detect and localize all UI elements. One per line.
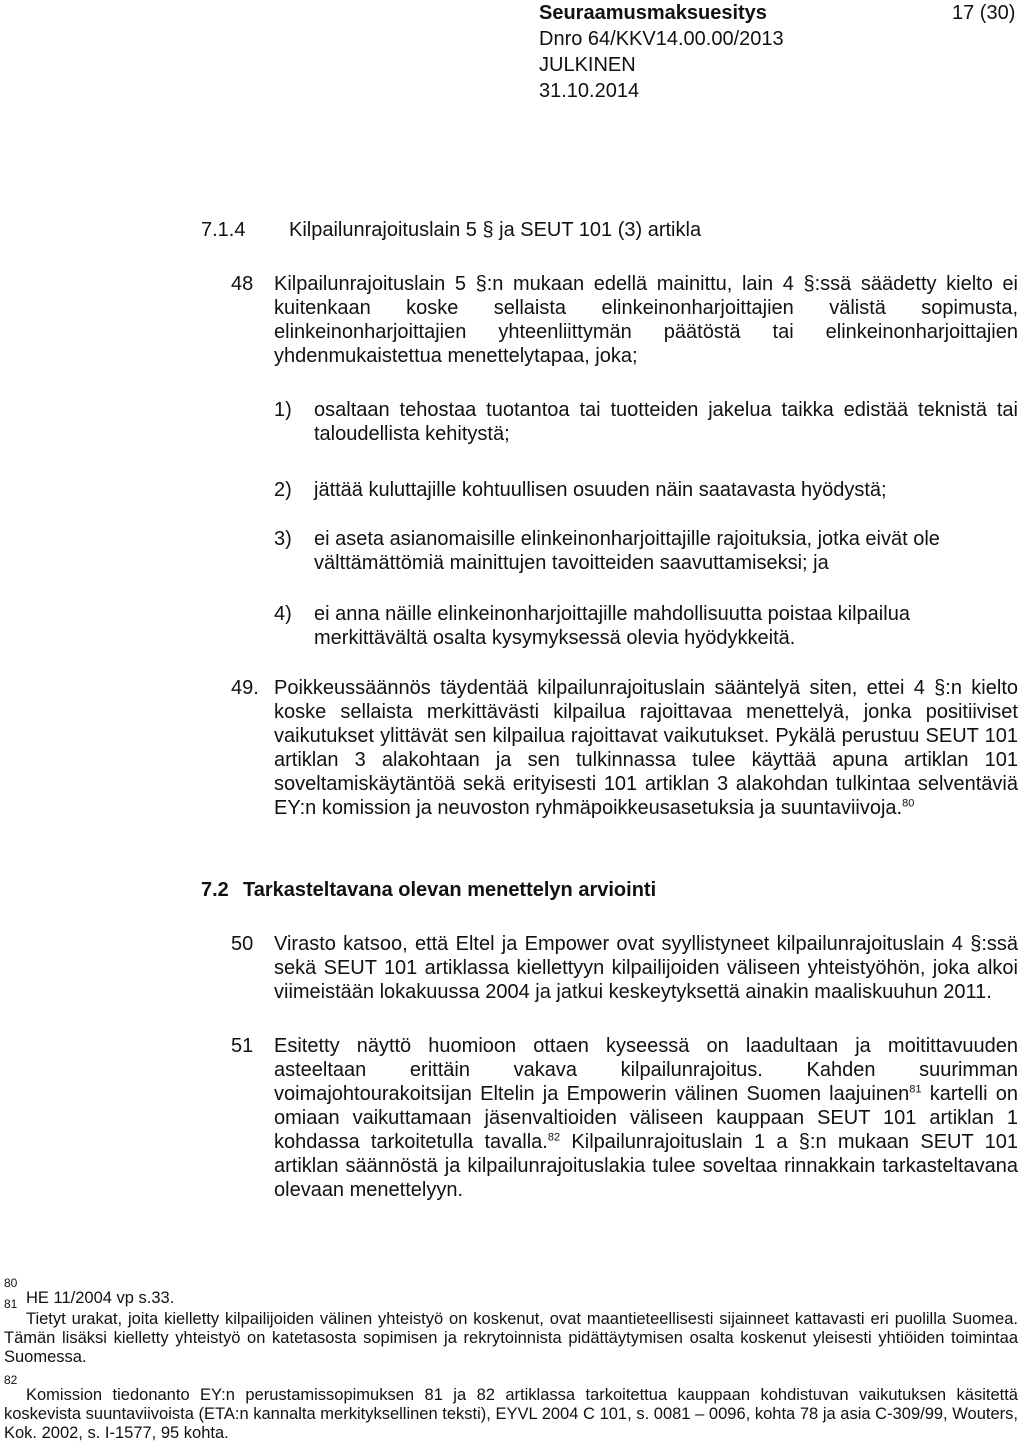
- paragraph-51: [274, 1034, 1018, 1202]
- paragraph-50: Virasto katsoo, että Eltel ja Empower ovat syyllistyneet kilpailunrajoituslain 4 §:ssä sekä SEUT 101 artiklassa kiellettyyn kilpailijoiden väliseen yhteistyöhön, joka alkoi viimeistään lokakuussa 2004 ja jatkui keskeytyksettä ainakin maaliskuuhun 2011.: [274, 933, 1018, 1003]
- footnote-ref-82[interactable]: 82: [547, 1131, 561, 1144]
- publicity-status: JULKINEN: [539, 54, 636, 76]
- list-item-number: 2): [274, 479, 292, 501]
- footnote-text: Komission tiedonanto EY:n perustamissopimuksen 81 ja 82 artiklassa tarkoitettua kauppaan kohdistuvan vaikutuksen käsitettä koskevista suuntaviivoista (ETA:n kannalta merkityksellinen teksti), EYVL 2004 C 101, s. 0081 – 0096, kohta 78 ja asia C-309/99, Wouters, Kok. 2002, s. I-1577, 95 kohta.: [4, 1386, 1018, 1442]
- page-number: 17 (30): [952, 2, 1016, 24]
- footnote-81: 81 Tietyt urakat, joita kielletty kilpailijoiden välinen yhteistyö on koskenut, ovat maantieteellisesti sijainneet kattavasti eri puolilla Suomea. Tämän lisäksi kielletty yhteistyö on katetasosta sopimisen ja rekrytoinnista pidättäytymisen osalta koskenut yleisesti yhtiöiden toimintaa Suomessa.: [4, 1297, 1018, 1366]
- section-title: Kilpailunrajoituslain 5 § ja SEUT 101 (3) artikla: [289, 219, 702, 241]
- footnote-80: 80 HE 11/2004 vp s.33.: [4, 1276, 175, 1307]
- list-item-text: ei anna näille elinkeinonharjoittajille mahdollisuutta poistaa kilpailua merkittävältä osalta kysymyksessä olevia hyödykkeitä.: [314, 603, 910, 649]
- paragraph-51-text: Esitetty näyttö huomioon ottaen kyseessä on laadultaan ja moitittavuuden asteeltaan erittäin vakava kilpailunrajoitus. Kahden suurimman voimajohtourakoitsijan Eltelin ja Empowerin välinen Suomen laajuinen: [274, 1035, 1018, 1105]
- paragraph-48: Kilpailunrajoituslain 5 §:n mukaan edellä mainittu, lain 4 §:ssä säädetty kielto ei kuitenkaan koske sellaista elinkeinonharjoittajien välistä sopimusta, elinkeinonharjoittajien yhteenliittymän päätöstä tai elinkeinonharjoittajien yhdenmukaistettua menettelytapaa, joka;: [274, 273, 1018, 367]
- footnote-82: 82 Komission tiedonanto EY:n perustamissopimuksen 81 ja 82 artiklassa tarkoitettua kauppaan kohdistuvan vaikutuksen käsitettä koskevista suuntaviivoista (ETA:n kannalta merkityksellinen teksti), EYVL 2004 C 101, s. 0081 – 0096, kohta 78 ja asia C-309/99, Wouters, Kok. 2002, s. I-1577, 95 kohta.: [4, 1373, 1018, 1442]
- list-item-number: 1): [274, 399, 292, 421]
- paragraph-51-text: kartelli on omiaan vaikuttamaan jäsenvaltioiden väliseen kauppaan SEUT 101 artiklan 1 kohdassa tarkoitetulla tavalla.: [274, 1083, 1018, 1153]
- paragraph-number-51: 51: [231, 1035, 254, 1057]
- list-item-text: ei aseta asianomaisille elinkeinonharjoittajille rajoituksia, jotka eivät ole välttämättömiä mainittujen tavoitteiden saavuttamiseksi; ja: [314, 528, 940, 574]
- paragraph-number-49: 49.: [231, 677, 259, 699]
- section-title: Tarkasteltavana olevan menettelyn arviointi: [243, 879, 657, 901]
- paragraph-49: [274, 676, 1018, 820]
- list-item-text: osaltaan tehostaa tuotantoa tai tuotteiden jakelua taikka edistää teknistä tai taloudellista kehitystä;: [314, 399, 1018, 445]
- paragraph-51-text: Kilpailunrajoituslain 1 a §:n mukaan SEUT 101 artiklan säännöstä ja kilpailunrajoituslakia tulee soveltaa rinnakkain tarkasteltavana olevaan menettelyyn.: [274, 1131, 1019, 1201]
- footnote-ref-81[interactable]: 81: [909, 1083, 922, 1096]
- paragraph-number-50: 50: [231, 933, 254, 955]
- section-number: 7.1.4: [201, 219, 246, 241]
- document-date: 31.10.2014: [539, 80, 640, 102]
- footnote-ref-80[interactable]: 80: [902, 797, 915, 810]
- paragraph-49-text: Poikkeussäännös täydentää kilpailunrajoituslain sääntelyä siten, ettei 4 §:n kielto koske sellaista merkittävästi kilpailua rajoittavaa menettelyä, jonka positiiviset vaikutukset ylittävät sen kilpailua rajoittavat vaikutukset. Pykälä perustuu SEUT 101 artiklan 3 alakohtaan ja sen tulkinnassa tulee käyttää apuna artiklan 101 soveltamiskäytäntöä sekä erityisesti 101 artiklan 3 alakohdan tulkintaa selventäviä EY:n komission ja neuvoston ryhmäpoikkeusasetuksia ja suuntaviivoja.: [274, 677, 1018, 819]
- reference-number: Dnro 64/KKV14.00.00/2013: [539, 28, 784, 50]
- document-type: Seuraamusmaksuesitys: [539, 2, 767, 24]
- document-header: [539, 0, 784, 104]
- footnote-text: Tietyt urakat, joita kielletty kilpailijoiden välinen yhteistyö on koskenut, ovat maantieteellisesti sijainneet kattavasti eri puolilla Suomea. Tämän lisäksi kielletty yhteistyö on katetasosta sopimisen ja rekrytoinnista pidättäytymisen osalta koskenut yleisesti yhtiöiden toimintaa Suomessa.: [4, 1310, 1018, 1366]
- list-item-number: 3): [274, 528, 292, 550]
- footnote-text: HE 11/2004 vp s.33.: [26, 1289, 175, 1307]
- list-item-text: jättää kuluttajille kohtuullisen osuuden näin saatavasta hyödystä;: [314, 479, 887, 501]
- list-item-number: 4): [274, 603, 292, 625]
- section-number: 7.2: [201, 879, 229, 901]
- paragraph-number-48: 48: [231, 273, 254, 295]
